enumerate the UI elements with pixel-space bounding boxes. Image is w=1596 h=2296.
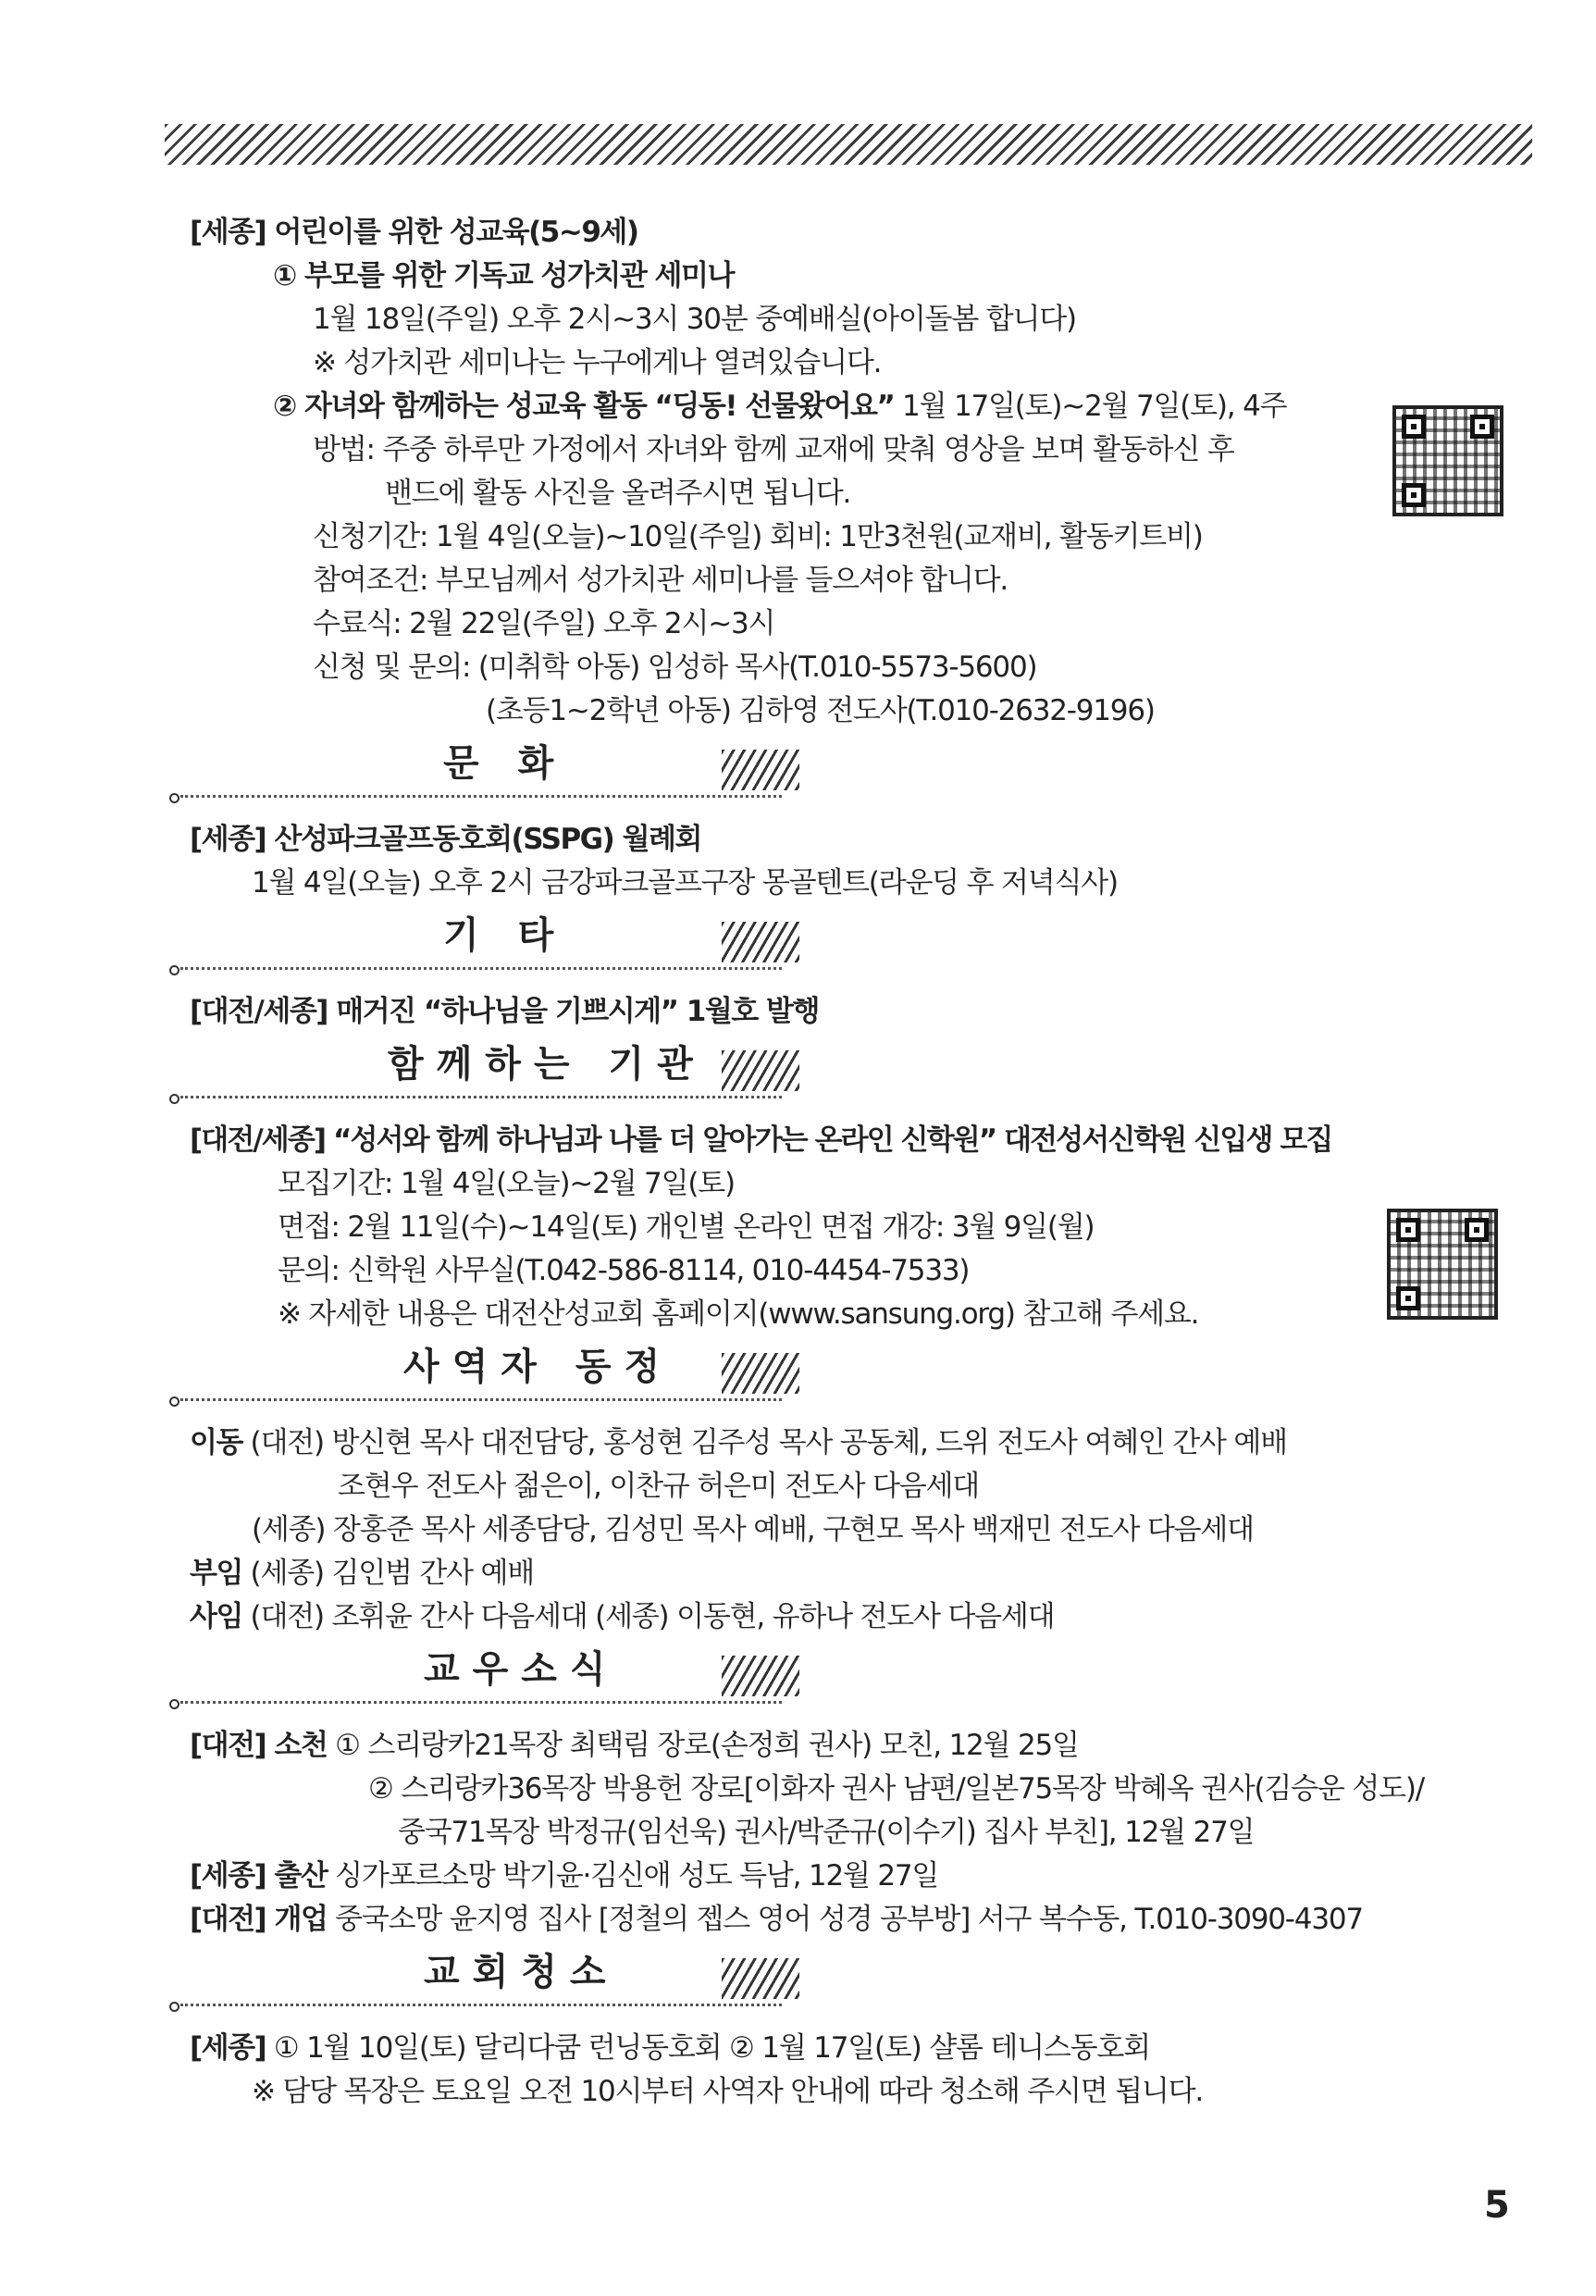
ministers-resign: 사임 (대전) 조휘윤 간사 다음세대 (세종) 이동현, 유하나 전도사 다음세대 — [190, 1600, 1055, 1633]
seminary-contact: 문의: 신학원 사무실(T.042-586-8114, 010-4454-7533) — [278, 1254, 970, 1287]
section-header-partners — [169, 1043, 835, 1108]
news-death-2: ② 스리랑카36목장 박용헌 장로[이화자 권사 남편/일본75목장 박혜옥 권사(김승운 성도)/ — [368, 1772, 1424, 1806]
section-header-cleaning — [169, 1951, 835, 2016]
news-open: [대전] 개업 중국소망 윤지영 집사 [정철의 젭스 영어 성경 공부방] 서구 복수동, T.010-3090-4307 — [190, 1903, 1363, 1936]
section-title-partners: 함께하는 기관 — [388, 1043, 706, 1086]
appoint-label: 부임 — [190, 1557, 242, 1590]
cleaning-label: [세종] — [190, 2031, 266, 2065]
move-label: 이동 — [190, 1426, 242, 1459]
header-stripe — [165, 124, 1532, 165]
section-header-ministers — [169, 1346, 835, 1410]
seminary-note: ※ 자세한 내용은 대전산성교회 홈페이지(www.sansung.org) 참고해 주세요. — [278, 1297, 1199, 1331]
section-title-ministers: 사역자 동정 — [403, 1346, 674, 1388]
golf-club-detail: 1월 4일(오늘) 오후 2시 금강파크골프구장 몽골텐트(라운딩 후 저녁식사) — [252, 866, 1118, 900]
news-death-3: 중국71목장 박정규(임선욱) 권사/박준규(이수기) 집사 부친], 12월 27일 — [398, 1816, 1255, 1849]
open-label: [대전] 개업 — [190, 1903, 328, 1936]
page-number: 5 — [1484, 2184, 1510, 2227]
news-birth: [세종] 출산 싱가포르소망 박기윤·김신애 성도 득남, 12월 27일 — [190, 1859, 939, 1893]
contact-elementary: (초등1~2학년 아동) 김하영 전도사(T.010-2632-9196) — [486, 694, 1155, 727]
ministers-move-3: (세종) 장홍준 목사 세종담당, 김성민 목사 예배, 구현모 목사 백재민 전도사 다음세대 — [252, 1513, 1254, 1546]
seminary-period: 모집기간: 1월 4일(오늘)~2월 7일(토) — [278, 1167, 735, 1200]
golf-club-title: [세종] 산성파크골프동호회(SSPG) 월례회 — [190, 823, 701, 856]
contact-preschool: 신청 및 문의: (미취학 아동) 임성하 목사(T.010-5573-5600) — [313, 651, 1037, 684]
apply-period: 신청기간: 1월 4일(오늘)~10일(주일) 회비: 1만3천원(교재비, 활동키트비) — [313, 520, 1203, 553]
section-title-culture: 문 화 — [443, 742, 567, 785]
seminar-time: 1월 18일(주일) 오후 2시~3시 30분 중예배실(아이돌봄 합니다) — [313, 303, 1076, 336]
seminary-interview: 면접: 2월 11일(수)~14일(토) 개인별 온라인 면접 개강: 3월 9일(월) — [278, 1210, 1095, 1244]
ministers-move-2: 조현우 전도사 젊은이, 이찬규 허은미 전도사 다음세대 — [338, 1470, 979, 1503]
seminary-title: [대전/세종] “성서와 함께 하나님과 나를 더 알아가는 온라인 신학원” 대전성서신학원 신입생 모집 — [190, 1123, 1332, 1157]
cleaning-items: [세종] ① 1월 10일(토) 달리다쿰 런닝동호회 ② 1월 17일(토) 샬롬 테니스동호회 — [190, 2031, 1150, 2065]
bulletin-content — [190, 211, 1503, 2114]
section-title-cleaning: 교회청소 — [424, 1951, 619, 1993]
cleaning-note: ※ 담당 목장은 토요일 오전 10시부터 사역자 안내에 따라 청소해 주시면 됩니다. — [252, 2075, 1204, 2108]
activity-method-2: 밴드에 활동 사진을 올려주시면 됩니다. — [385, 477, 851, 510]
activity-title-bold: ② 자녀와 함께하는 성교육 활동 “딩동! 선물왔어요” — [273, 390, 895, 423]
news-death-1: [대전] 소천 ① 스리랑카21목장 최택림 장로(손정희 권사) 모친, 12월 25일 — [190, 1729, 1079, 1762]
section-header-culture — [169, 742, 835, 807]
activity-title-dates: 1월 17일(토)~2월 7일(토), 4주 — [894, 390, 1287, 423]
death-label: [대전] 소천 — [190, 1729, 328, 1762]
activity-method-1: 방법: 주중 하루만 가정에서 자녀와 함께 교재에 맞춰 영상을 보며 활동하신 후 — [313, 433, 1234, 466]
section-title-news: 교우소식 — [424, 1648, 619, 1691]
magazine-item: [대전/세종] 매거진 “하나님을 기쁘시게” 1월호 발행 — [190, 995, 819, 1028]
section-title-etc: 기 타 — [443, 914, 567, 957]
activity-title — [190, 385, 1503, 428]
section-header-etc — [169, 914, 835, 979]
completion-ceremony: 수료식: 2월 22일(주일) 오후 2시~3시 — [313, 607, 775, 640]
ministers-move-1: 이동 (대전) 방신현 목사 대전담당, 홍성현 김주성 목사 공동체, 드위 전도사 여혜인 간사 예배 — [190, 1426, 1287, 1459]
seminar-note: ※ 성가치관 세미나는 누구에게나 열려있습니다. — [313, 346, 882, 379]
children-sex-ed-title: [세종] 어린이를 위한 성교육(5~9세) — [190, 216, 638, 249]
ministers-appoint: 부임 (세종) 김인범 간사 예배 — [190, 1557, 535, 1590]
participation-condition: 참여조건: 부모님께서 성가치관 세미나를 들으셔야 합니다. — [313, 564, 1008, 597]
seminar-title: ① 부모를 위한 기독교 성가치관 세미나 — [273, 259, 734, 292]
section-header-news — [169, 1648, 835, 1713]
resign-label: 사임 — [190, 1600, 242, 1633]
birth-label: [세종] 출산 — [190, 1859, 328, 1893]
